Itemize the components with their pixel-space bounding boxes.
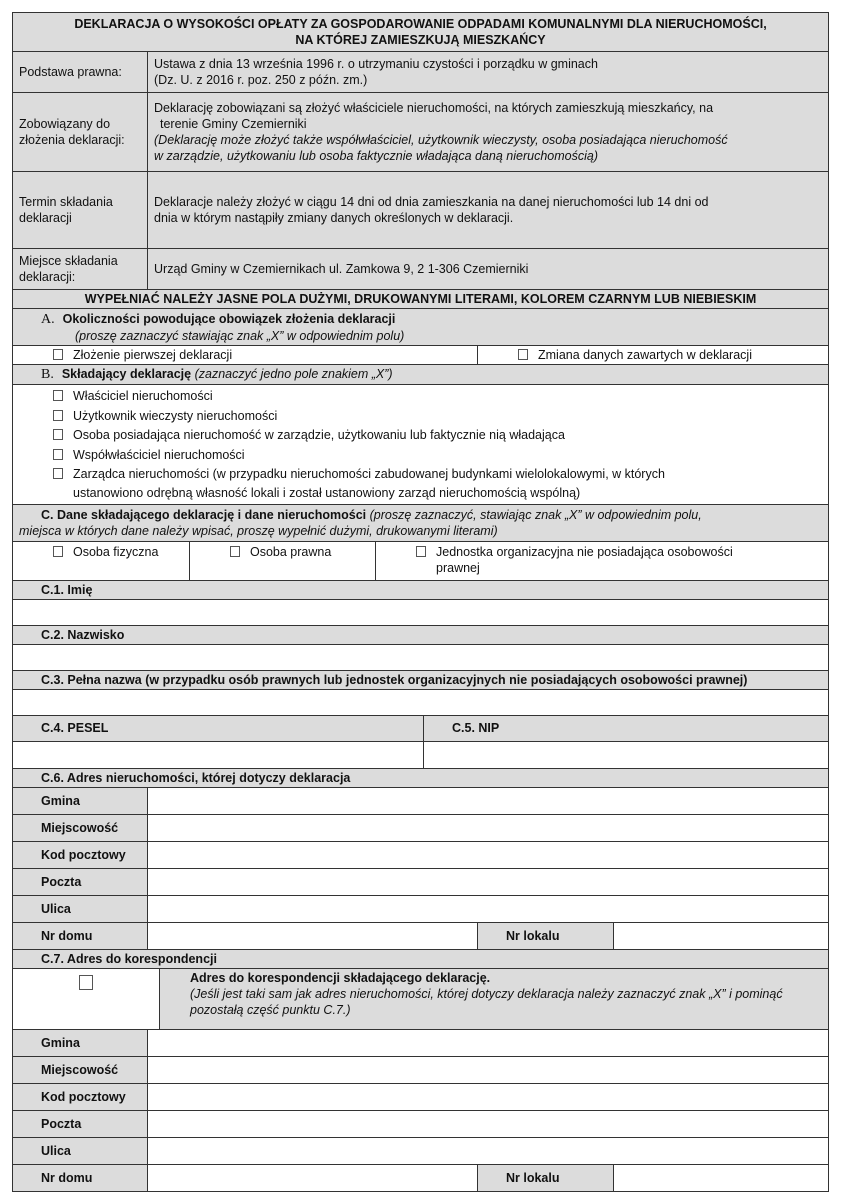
c6-post-office-label: Poczta	[13, 868, 148, 895]
option-perpetual-user-label: Użytkownik wieczysty nieruchomości	[73, 408, 278, 423]
option-first-declaration-label: Złożenie pierwszej deklaracji	[73, 348, 233, 362]
c6-street-label: Ulica	[13, 895, 148, 922]
checkbox[interactable]	[53, 410, 63, 421]
option-possessor-label: Osoba posiadająca nieruchomość w zarządzie, użytkowaniu lub faktycznie nią władająca	[73, 428, 565, 442]
c6-house-no-input[interactable]	[148, 922, 478, 949]
checkbox[interactable]	[53, 546, 63, 557]
checkbox[interactable]	[53, 429, 63, 440]
type-natural-person[interactable]	[13, 541, 190, 580]
option-manager-label: Zarządca nieruchomości (w przypadku nieruchomości zabudowanej budynkami wielolokalowymi, w których	[73, 467, 665, 481]
form-table	[12, 12, 829, 1192]
c6-post-office-input[interactable]	[148, 868, 829, 895]
option-data-change[interactable]	[478, 346, 829, 365]
c7-note1: (Jeśli jest taki sam jak adres nieruchomości, której dotyczy deklaracja należy zaznaczyć znak „X” i pominąć	[190, 986, 783, 1001]
legal-basis-label: Podstawa prawna:	[13, 52, 148, 93]
section-b-title: Składający deklarację	[61, 367, 192, 381]
c6-apartment-no-input[interactable]	[614, 922, 829, 949]
c7-street-label: Ulica	[13, 1137, 148, 1164]
c7-post-office-label: Poczta	[13, 1110, 148, 1137]
c2-label: C.2. Nazwisko	[13, 625, 829, 644]
checkbox[interactable]	[518, 349, 528, 360]
c3-label: C.3. Pełna nazwa (w przypadku osób prawnych lub jednostek organizacyjnych nie posiadających osobowości prawnej)	[13, 670, 829, 689]
c2-last-name-input[interactable]	[13, 644, 829, 670]
c6-house-no-label: Nr domu	[13, 922, 148, 949]
c6-gmina-label: Gmina	[13, 787, 148, 814]
declaration-form	[12, 12, 828, 1192]
c7-house-no-label: Nr domu	[13, 1164, 148, 1191]
section-a-note: (proszę zaznaczyć stawiając znak „X” w odpowiednim polu)	[75, 328, 405, 343]
obliged-italic2: w zarządzie, użytkowaniu lub osoba faktycznie władająca daną nieruchomością)	[154, 149, 598, 163]
obliged-value	[148, 93, 829, 172]
type-organizational-unit[interactable]	[376, 541, 829, 580]
c6-locality-input[interactable]	[148, 814, 829, 841]
checkbox[interactable]	[53, 449, 63, 460]
section-b-note: (zaznaczyć jedno pole znakiem „X”)	[194, 367, 393, 381]
c7-postcode-input[interactable]	[148, 1083, 829, 1110]
c5-label: C.5. NIP	[424, 715, 829, 741]
place-label: Miejsce składania deklaracji:	[13, 249, 148, 290]
section-c-header	[13, 504, 829, 541]
section-b-header	[13, 365, 829, 385]
checkbox[interactable]	[53, 468, 63, 479]
deadline-line2: dnia w którym nastąpiły zmiany danych określonych w deklaracji.	[154, 211, 514, 225]
form-title	[13, 13, 829, 52]
c7-locality-label: Miejscowość	[13, 1056, 148, 1083]
section-a-header	[13, 309, 829, 346]
c7-postcode-label: Kod pocztowy	[13, 1083, 148, 1110]
deadline-label: Termin składania deklaracji	[13, 172, 148, 249]
c7-gmina-label: Gmina	[13, 1029, 148, 1056]
deadline-value	[148, 172, 829, 249]
c6-postcode-label: Kod pocztowy	[13, 841, 148, 868]
option-co-owner-label: Współwłaściciel nieruchomości	[73, 447, 245, 462]
section-c-title: C. Dane składającego deklarację i dane nieruchomości	[41, 507, 367, 522]
checkbox[interactable]	[230, 546, 240, 557]
type-legal-person[interactable]	[190, 541, 376, 580]
c7-same-address-checkbox[interactable]	[79, 975, 93, 990]
checkbox[interactable]	[53, 349, 63, 360]
legal-basis-line1: Ustawa z dnia 13 września 1996 r. o utrzymaniu czystości i porządku w gminach	[154, 57, 598, 71]
c7-label: C.7. Adres do korespondencji	[13, 949, 829, 968]
section-a-title: Okoliczności powodujące obowiązek złożenia deklaracji	[62, 311, 396, 326]
type-organizational-unit-label-cont: prawnej	[436, 560, 480, 575]
c5-nip-input[interactable]	[424, 741, 829, 768]
fill-instruction: WYPEŁNIAĆ NALEŻY JASNE POLA DUŻYMI, DRUKOWANYMI LITERAMI, KOLOREM CZARNYM LUB NIEBIESKIM	[13, 290, 829, 309]
obliged-line1: Deklarację zobowiązani są złożyć właściciele nieruchomości, na których zamieszkują mieszkańcy, na	[154, 101, 714, 115]
checkbox[interactable]	[53, 390, 63, 401]
c7-note2: pozostałą część punktu C.7.)	[190, 1002, 351, 1017]
checkbox[interactable]	[416, 546, 426, 557]
option-first-declaration[interactable]	[13, 346, 478, 365]
section-c-note1: (proszę zaznaczyć, stawiając znak „X” w odpowiednim polu,	[369, 507, 702, 522]
legal-basis-line2: (Dz. U. z 2016 r. poz. 250 z późn. zm.)	[154, 73, 368, 87]
section-b-options	[13, 385, 829, 505]
type-organizational-unit-label: Jednostka organizacyjna nie posiadająca osobowości	[436, 544, 733, 559]
option-perpetual-user[interactable]	[53, 407, 822, 427]
option-data-change-label: Zmiana danych zawartych w deklaracji	[538, 348, 752, 362]
c7-gmina-input[interactable]	[148, 1029, 829, 1056]
c7-locality-input[interactable]	[148, 1056, 829, 1083]
c6-postcode-input[interactable]	[148, 841, 829, 868]
c7-description	[160, 968, 829, 1029]
form-title-line2: NA KTÓREJ ZAMIESZKUJĄ MIESZKAŃCY	[295, 33, 546, 47]
option-co-owner[interactable]	[53, 446, 822, 466]
c7-same-address-checkbox-cell[interactable]	[13, 968, 160, 1029]
section-a-letter: A.	[41, 311, 55, 327]
c6-street-input[interactable]	[148, 895, 829, 922]
c6-locality-label: Miejscowość	[13, 814, 148, 841]
c6-gmina-input[interactable]	[148, 787, 829, 814]
type-natural-person-label: Osoba fizyczna	[73, 544, 159, 559]
legal-basis-value	[148, 52, 829, 93]
c1-first-name-input[interactable]	[13, 599, 829, 625]
obliged-italic1: (Deklarację może złożyć także współwłaściciel, użytkownik wieczysty, osoba posiadająca nieruchomość	[154, 133, 728, 147]
c3-full-name-input[interactable]	[13, 689, 829, 715]
c7-apartment-no-label: Nr lokalu	[478, 1164, 614, 1191]
option-owner-label: Właściciel nieruchomości	[73, 389, 213, 403]
obliged-label: Zobowiązany do złożenia deklaracji:	[13, 93, 148, 172]
c4-label: C.4. PESEL	[13, 715, 424, 741]
form-title-line1: DEKLARACJA O WYSOKOŚCI OPŁATY ZA GOSPODAROWANIE ODPADAMI KOMUNALNYMI DLA NIERUCHOMOŚCI,	[74, 17, 767, 31]
obliged-line2: terenie Gminy Czemierniki	[160, 117, 307, 131]
section-c-note2: miejsca w których dane należy wpisać, proszę wypełnić dużymi, drukowanymi literami)	[19, 523, 498, 538]
option-manager[interactable]	[53, 465, 822, 485]
c7-apartment-no-input[interactable]	[614, 1164, 829, 1191]
c4-pesel-input[interactable]	[13, 741, 424, 768]
c7-house-no-input[interactable]	[148, 1164, 478, 1191]
c6-apartment-no-label: Nr lokalu	[478, 922, 614, 949]
c1-label: C.1. Imię	[13, 580, 829, 599]
option-manager-label-cont: ustanowiono odrębną własność lokali i został ustanowiony zarząd nieruchomością wspólną)	[73, 485, 581, 500]
option-possessor[interactable]	[53, 426, 822, 446]
c7-post-office-input[interactable]	[148, 1110, 829, 1137]
type-legal-person-label: Osoba prawna	[250, 544, 332, 559]
c6-label: C.6. Adres nieruchomości, której dotyczy deklaracja	[13, 768, 829, 787]
deadline-line1: Deklaracje należy złożyć w ciągu 14 dni od dnia zamieszkania na danej nieruchomości lub 14 dni od	[154, 195, 709, 209]
place-value: Urząd Gminy w Czemiernikach ul. Zamkowa 9, 2 1-306 Czemierniki	[148, 249, 829, 290]
option-owner[interactable]	[53, 387, 822, 407]
c7-street-input[interactable]	[148, 1137, 829, 1164]
section-b-letter: B.	[41, 367, 54, 382]
c7-title: Adres do korespondencji składającego deklarację.	[190, 970, 491, 985]
